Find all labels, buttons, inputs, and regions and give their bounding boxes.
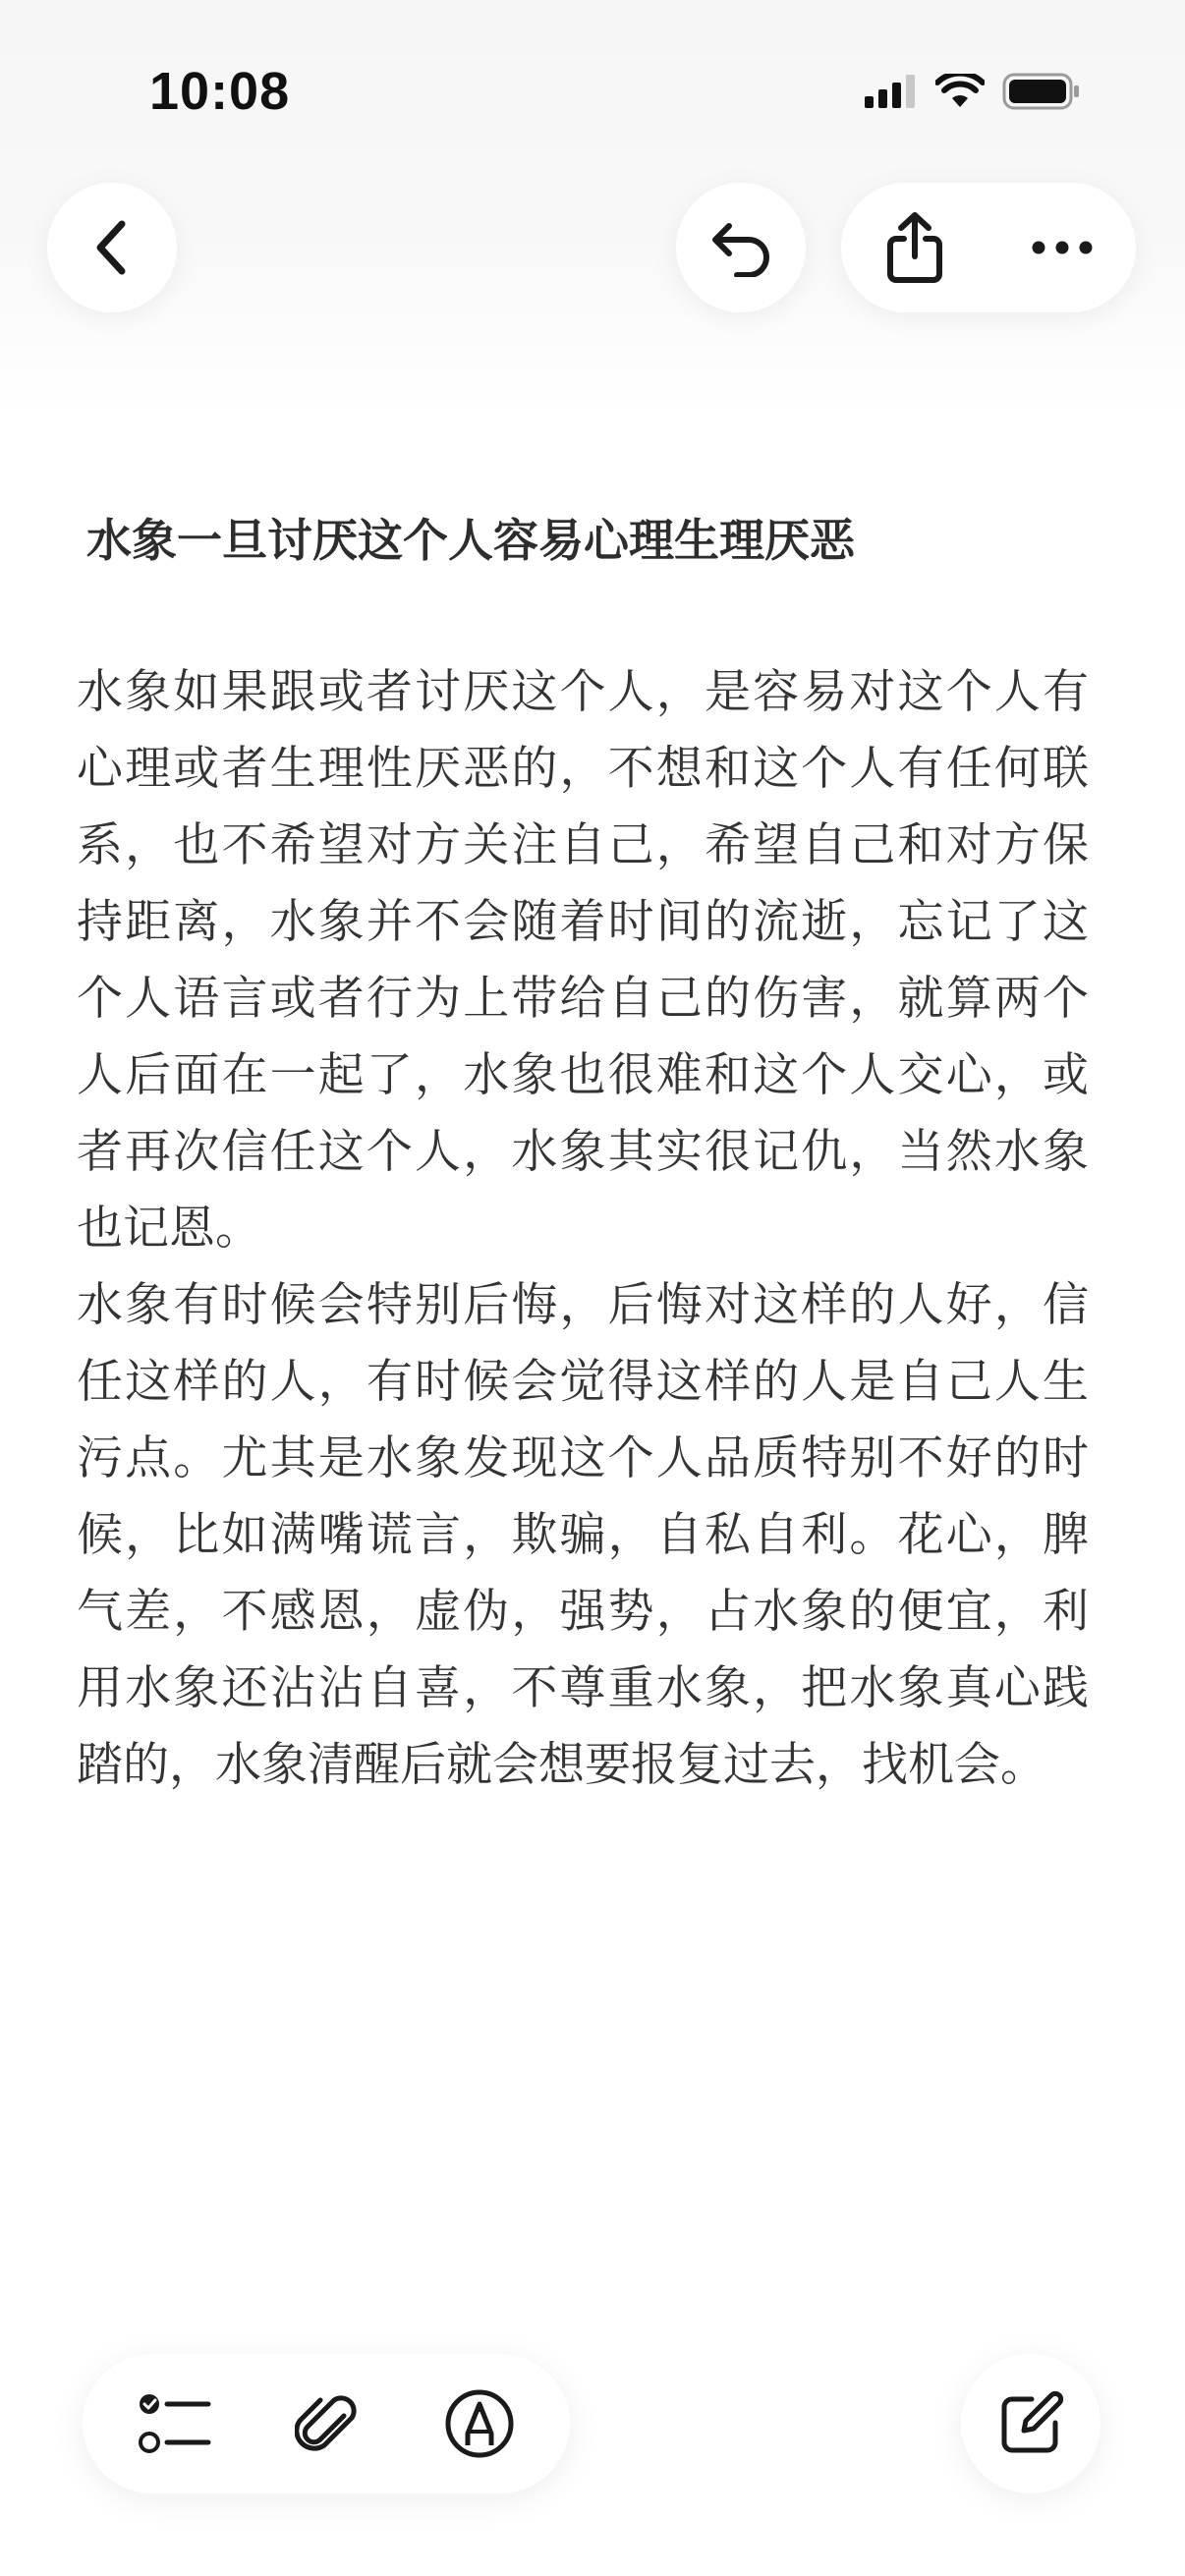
cellular-signal-icon: [865, 75, 918, 108]
checklist-icon: [138, 2391, 212, 2456]
note-body[interactable]: [77, 654, 1089, 1804]
more-icon: [1031, 240, 1094, 255]
share-icon: [884, 211, 945, 284]
undo-icon: [707, 218, 774, 277]
more-button[interactable]: [988, 183, 1136, 312]
compose-button[interactable]: [961, 2354, 1100, 2493]
markup-button[interactable]: [411, 2354, 548, 2493]
note-paragraph: 水象如果跟或者讨厌这个人，是容易对这个人有心理或者生理性厌恶的，不想和这个人有任何联系，也不希望对方关注自己，希望自己和对方保持距离，水象并不会随着时间的流逝，忘记了这个人语言或者行为上带给自己的伤害，就算两个人后面在一起了，水象也很难和这个人交心，或者再次信任这个人，水象其实很记仇，当然水象也记恩。: [77, 665, 1089, 1256]
bottom-toolbar: [83, 2354, 570, 2493]
markup-pen-icon: [444, 2388, 515, 2459]
status-icons: [865, 73, 1081, 110]
status-time: 10:08: [149, 62, 291, 121]
actions-group: [841, 183, 1136, 312]
back-button[interactable]: [47, 183, 177, 312]
battery-icon: [1002, 73, 1081, 110]
paperclip-icon: [295, 2388, 358, 2459]
note-title[interactable]: 水象一旦讨厌这个人容易心理生理厌恶: [86, 514, 855, 567]
share-button[interactable]: [841, 183, 988, 312]
back-chevron-icon: [90, 218, 134, 277]
note-paragraph: 水象有时候会特别后悔，后悔对这样的人好，信任这样的人，有时候会觉得这样的人是自己人生污点。尤其是水象发现这个人品质特别不好的时候，比如满嘴谎言，欺骗，自私自利。花心，脾气差，不感恩，虚伪，强势，占水象的便宜，利用水象还沾沾自喜，不尊重水象，把水象真心践踏的，水象清醒后就会想要报复过去，找机会。: [77, 1278, 1089, 1792]
compose-icon: [996, 2389, 1065, 2458]
undo-button[interactable]: [676, 183, 806, 312]
wifi-icon: [935, 74, 985, 109]
attach-button[interactable]: [257, 2354, 395, 2493]
checklist-button[interactable]: [106, 2354, 244, 2493]
